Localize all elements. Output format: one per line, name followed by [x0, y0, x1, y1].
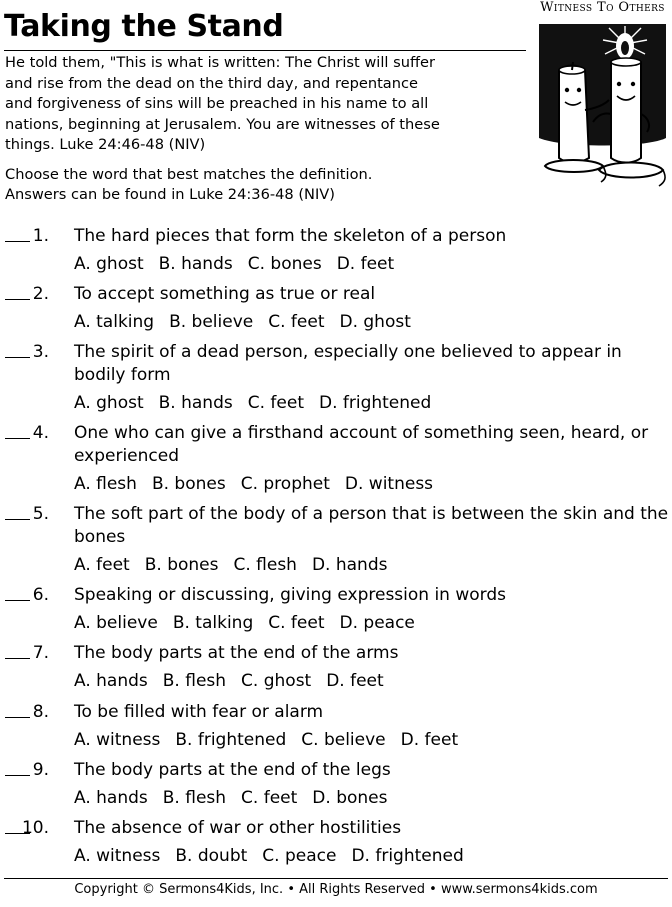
answer-choices	[74, 607, 672, 635]
choice-b[interactable]: B. frightened	[175, 730, 287, 750]
choice-c[interactable]: C. feet	[268, 312, 325, 332]
choice-c[interactable]: C. prophet	[240, 474, 330, 494]
question-number: 6.	[32, 585, 49, 605]
choice-d[interactable]: D. bones	[312, 788, 388, 808]
question-definition: To be filled with fear or alarm	[74, 702, 324, 722]
choice-a[interactable]: A. hands	[74, 788, 148, 808]
question-definition: The hard pieces that form the skeleton of a person	[74, 226, 507, 246]
answer-choices	[74, 724, 672, 752]
choice-b[interactable]: B. flesh	[162, 788, 227, 808]
question-definition: The absence of war or other hostilities	[74, 818, 402, 838]
choice-a[interactable]: A. feet	[74, 555, 130, 575]
choice-d[interactable]: D. frightened	[318, 393, 432, 413]
logo-text: Witness To Others	[540, 0, 665, 15]
question-7	[0, 639, 672, 698]
question-5	[0, 500, 672, 581]
question-number: 9.	[32, 760, 49, 780]
answer-blank[interactable]	[5, 717, 30, 718]
page-title: Taking the Stand	[4, 9, 284, 44]
question-number: 10.	[21, 818, 49, 838]
choice-a[interactable]: A. hands	[74, 671, 148, 691]
scripture-passage: He told them, "This is what is written: The Christ will suffer and rise from the dead on the third day, and repentance and forgiveness of sins will be preached in his name to all nations, beginning at Jerusalem. You are witnesses of these things. Luke 24:46-48 (NIV)	[5, 54, 440, 153]
answer-blank[interactable]	[5, 775, 30, 776]
question-list	[0, 222, 672, 872]
choice-d[interactable]: D. witness	[344, 474, 434, 494]
answer-choices	[74, 665, 672, 693]
question-4	[0, 419, 672, 500]
question-definition: The soft part of the body of a person that is between the skin and the bones	[74, 504, 669, 547]
question-definition: One who can give a firsthand account of something seen, heard, or experienced	[74, 423, 649, 466]
question-definition: The body parts at the end of the arms	[74, 643, 399, 663]
question-number: 7.	[32, 643, 49, 663]
question-definition: Speaking or discussing, giving expression in words	[74, 585, 507, 605]
answer-choices	[74, 468, 672, 496]
question-1	[0, 222, 672, 280]
answer-blank[interactable]	[5, 299, 30, 300]
answer-choices	[74, 306, 672, 334]
question-number: 2.	[32, 284, 49, 304]
answer-choices	[74, 549, 672, 577]
question-definition: To accept something as true or real	[74, 284, 376, 304]
question-definition: The body parts at the end of the legs	[74, 760, 391, 780]
choice-a[interactable]: A. talking	[74, 312, 155, 332]
answer-blank[interactable]	[5, 658, 30, 659]
witness-logo	[537, 0, 668, 195]
answer-choices	[74, 248, 672, 276]
question-3	[0, 338, 672, 419]
question-2	[0, 280, 672, 338]
answer-blank[interactable]	[5, 241, 30, 242]
question-number: 3.	[32, 342, 49, 362]
choice-a[interactable]: A. witness	[74, 846, 161, 866]
choice-d[interactable]: D. feet	[336, 254, 395, 274]
footer-divider	[4, 878, 668, 879]
choice-b[interactable]: B. believe	[169, 312, 254, 332]
choice-b[interactable]: B. doubt	[175, 846, 248, 866]
question-number: 1.	[32, 226, 49, 246]
choice-c[interactable]: C. ghost	[241, 671, 312, 691]
question-8	[0, 698, 672, 756]
choice-a[interactable]: A. ghost	[74, 254, 144, 274]
question-6	[0, 581, 672, 639]
choice-c[interactable]: C. flesh	[233, 555, 297, 575]
two-candles-icon	[537, 18, 668, 194]
question-definition: The spirit of a dead person, especially one believed to appear in bodily form	[74, 342, 622, 385]
choice-b[interactable]: B. bones	[151, 474, 226, 494]
choice-c[interactable]: C. feet	[247, 393, 304, 413]
answer-blank[interactable]	[5, 519, 30, 520]
question-9	[0, 756, 672, 814]
choice-d[interactable]: D. hands	[311, 555, 388, 575]
choice-b[interactable]: B. talking	[172, 613, 254, 633]
choice-b[interactable]: B. hands	[158, 254, 233, 274]
answer-blank[interactable]	[5, 600, 30, 601]
choice-d[interactable]: D. peace	[339, 613, 415, 633]
choice-c[interactable]: C. feet	[241, 788, 298, 808]
answer-choices	[74, 840, 672, 868]
answer-blank[interactable]	[5, 438, 30, 439]
answer-choices	[74, 782, 672, 810]
answer-choices	[74, 387, 672, 415]
choice-d[interactable]: D. feet	[400, 730, 459, 750]
choice-a[interactable]: A. believe	[74, 613, 158, 633]
choice-b[interactable]: B. bones	[144, 555, 219, 575]
choice-d[interactable]: D. ghost	[339, 312, 411, 332]
choice-c[interactable]: C. peace	[262, 846, 337, 866]
question-number: 5.	[32, 504, 49, 524]
choice-d[interactable]: D. feet	[326, 671, 384, 691]
choice-a[interactable]: A. witness	[74, 730, 161, 750]
copyright-footer: Copyright © Sermons4Kids, Inc. • All Rights Reserved • www.sermons4kids.com	[74, 882, 598, 897]
choice-c[interactable]: C. bones	[247, 254, 322, 274]
choice-a[interactable]: A. flesh	[74, 474, 137, 494]
answer-blank[interactable]	[5, 357, 30, 358]
question-number: 8.	[32, 702, 49, 722]
question-10	[0, 814, 672, 872]
instructions: Choose the word that best matches the definition. Answers can be found in Luke 24:36-48 (NIV)	[5, 166, 373, 203]
question-number: 4.	[32, 423, 49, 443]
choice-b[interactable]: B. hands	[158, 393, 233, 413]
choice-c[interactable]: C. believe	[301, 730, 386, 750]
choice-b[interactable]: B. flesh	[162, 671, 227, 691]
title-divider	[4, 50, 526, 51]
choice-d[interactable]: D. frightened	[351, 846, 464, 866]
choice-a[interactable]: A. ghost	[74, 393, 144, 413]
choice-c[interactable]: C. feet	[268, 613, 325, 633]
